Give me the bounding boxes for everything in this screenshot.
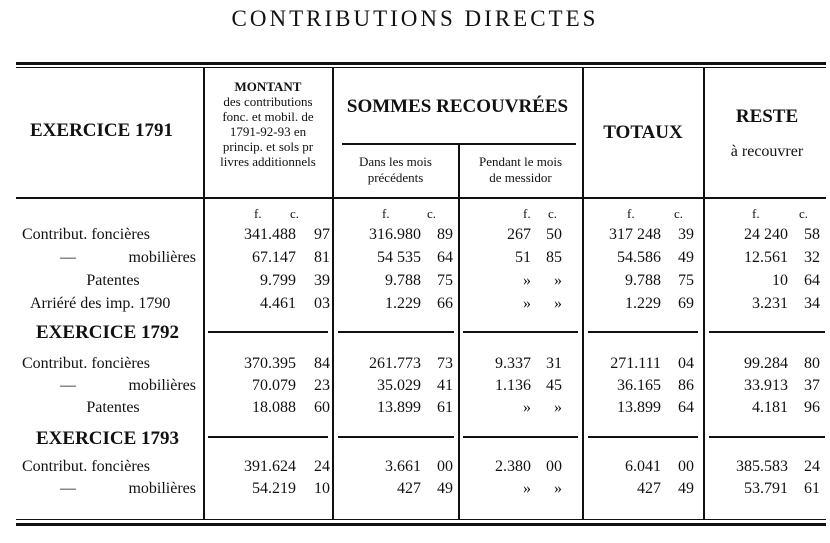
header-reste: RESTE [735,106,799,127]
cell-montant-francs: 18.088 [252,399,296,416]
cell-totaux-centimes: 49 [678,249,694,266]
col-divider-2 [332,68,334,519]
cell-montant-centimes: 23 [314,377,330,394]
header-sommes-recouvrees: SOMMES RECOUVRÉES [346,96,569,117]
unit-franc-mess: f. [523,206,531,221]
cell-totaux-francs: 6.041 [625,458,661,475]
cell-montant-francs: 391.624 [244,458,296,475]
row-label-text: mobilières [128,377,196,394]
cell-reste-centimes: 80 [804,355,820,372]
bottom-rule-thin [16,519,826,520]
unit-cent-mess: c. [548,206,558,221]
cell-montant-francs: 4.461 [260,295,296,312]
header-rule [16,197,826,199]
top-rule-thin [16,67,826,68]
row-label-text: mobilières [128,480,196,497]
section-rule-2-1 [208,331,328,333]
header-montant-line3: fonc. et mobil. de [222,109,314,124]
row-label: Patentes [86,272,140,289]
cell-montant-centimes: 81 [314,249,330,266]
section-rule-2-5 [709,331,825,333]
cell-montant-francs: 341.488 [244,226,296,243]
header-montant-line2: des contributions [223,94,313,109]
cell-montant-francs: 9.799 [260,272,296,289]
section-rule-3-4 [588,436,698,438]
cell-totaux-francs: 271.111 [610,355,661,372]
cell-prev-francs: 35.029 [377,377,421,394]
cell-prev-francs: 54 535 [377,249,421,266]
cell-montant-centimes: 39 [314,272,330,289]
cell-prev-francs: 13.899 [377,399,421,416]
cell-montant-francs: 67.147 [252,249,296,266]
cell-totaux-francs: 9.788 [625,272,661,289]
header-montant-line6: livres additionnels [220,154,316,169]
sommes-subrule [342,143,576,145]
unit-franc-prev: f. [382,206,390,221]
cell-mess-francs: 267 [507,226,531,243]
section-rule-3-1 [208,436,328,438]
ditto-dash: — [60,249,76,266]
cell-montant-francs: 54.219 [252,480,296,497]
cell-mess-centimes: 31 [546,355,562,372]
header-mess-line1: Pendant le mois [478,154,563,169]
header-totaux: TOTAUX [603,122,683,143]
header-prev-line2: précédents [367,170,424,185]
cell-totaux-centimes: 69 [678,295,694,312]
cell-mess-centimes: » [554,480,562,497]
cell-reste-francs: 10 [772,272,788,289]
section-label-3: EXERCICE 1793 [36,428,180,449]
cell-totaux-francs: 1.229 [625,295,661,312]
cell-montant-centimes: 84 [314,355,330,372]
header-montant-line4: 1791-92-93 en [229,124,307,139]
cell-prev-francs: 9.788 [385,272,421,289]
cell-reste-centimes: 61 [804,480,820,497]
cell-reste-francs: 12.561 [744,249,788,266]
unit-cent-montant: c. [290,206,300,221]
cell-montant-centimes: 10 [314,480,330,497]
cell-prev-francs: 427 [397,480,421,497]
cell-montant-francs: 370.395 [244,355,296,372]
header-exercice-1791: EXERCICE 1791 [30,120,174,141]
cell-totaux-francs: 13.899 [617,399,661,416]
header-montant-line5: princip. et sols pr [222,139,314,154]
cell-mess-centimes: 50 [546,226,562,243]
cell-mess-francs: 9.337 [495,355,531,372]
cell-prev-francs: 316.980 [369,226,421,243]
cell-mess-francs: » [523,272,531,289]
cell-reste-francs: 24 240 [744,226,788,243]
cell-totaux-centimes: 00 [678,458,694,475]
unit-franc-montant: f. [254,206,262,221]
cell-prev-francs: 3.661 [385,458,421,475]
row-label: Contribut. foncières [22,226,150,243]
cell-prev-centimes: 89 [437,226,453,243]
header-montant-title: MONTANT [234,79,302,94]
cell-reste-francs: 385.583 [736,458,788,475]
cell-reste-francs: 33.913 [744,377,788,394]
row-label: Arriéré des imp. 1790 [30,295,171,312]
cell-totaux-centimes: 39 [678,226,694,243]
section-rule-3-3 [463,436,578,438]
cell-reste-francs: 4.181 [752,399,788,416]
cell-montant-francs: 70.079 [252,377,296,394]
cell-mess-francs: » [523,480,531,497]
cell-totaux-francs: 54.586 [617,249,661,266]
cell-totaux-francs: 317 248 [609,226,661,243]
cell-reste-centimes: 58 [804,226,820,243]
bottom-rule-thick [16,523,826,526]
unit-cent-totaux: c. [674,206,684,221]
cell-mess-francs: » [523,295,531,312]
row-label [60,480,196,498]
top-rule-thick [16,62,826,65]
cell-mess-centimes: » [554,272,562,289]
cell-prev-centimes: 66 [437,295,453,312]
cell-mess-francs: 2.380 [495,458,531,475]
cell-reste-francs: 53.791 [744,480,788,497]
section-label-2: EXERCICE 1792 [36,322,180,343]
row-label [60,249,196,267]
cell-reste-centimes: 32 [804,249,820,266]
header-reste-sub: à recouvrer [730,143,804,160]
col-divider-5 [703,68,705,519]
cell-montant-centimes: 03 [314,295,330,312]
cell-totaux-francs: 427 [637,480,661,497]
cell-mess-centimes: 00 [546,458,562,475]
cell-montant-centimes: 97 [314,226,330,243]
cell-totaux-centimes: 04 [678,355,694,372]
cell-reste-francs: 3.231 [752,295,788,312]
cell-reste-centimes: 34 [804,295,820,312]
cell-prev-centimes: 75 [437,272,453,289]
cell-totaux-centimes: 49 [678,480,694,497]
cell-reste-centimes: 24 [804,458,820,475]
cell-reste-francs: 99.284 [744,355,788,372]
cell-mess-centimes: 45 [546,377,562,394]
cell-reste-centimes: 96 [804,399,820,416]
ditto-dash: — [60,480,76,497]
section-rule-3-5 [709,436,825,438]
row-label: Contribut. foncières [22,355,150,372]
header-prev-line1: Dans les mois [359,154,432,169]
cell-prev-centimes: 49 [437,480,453,497]
row-label-text: mobilières [128,249,196,266]
row-label [60,377,196,395]
cell-mess-centimes: » [554,399,562,416]
page-title: CONTRIBUTIONS DIRECTES [231,6,599,31]
section-rule-2-4 [588,331,698,333]
cell-totaux-centimes: 86 [678,377,694,394]
cell-prev-centimes: 00 [437,458,453,475]
cell-montant-centimes: 60 [314,399,330,416]
section-rule-3-2 [338,436,454,438]
cell-mess-francs: » [523,399,531,416]
ditto-dash: — [60,377,76,394]
unit-cent-prev: c. [427,206,437,221]
header-mess-line2: de messidor [489,170,552,185]
row-label: Patentes [86,399,140,416]
cell-mess-francs: 51 [515,249,531,266]
cell-prev-centimes: 61 [437,399,453,416]
cell-reste-centimes: 64 [804,272,820,289]
row-label: Contribut. foncières [22,458,150,475]
cell-prev-francs: 261.773 [369,355,421,372]
cell-prev-francs: 1.229 [385,295,421,312]
unit-franc-reste: f. [752,206,760,221]
cell-mess-centimes: 85 [546,249,562,266]
cell-prev-centimes: 41 [437,377,453,394]
cell-reste-centimes: 37 [804,377,820,394]
unit-franc-totaux: f. [627,206,635,221]
section-rule-2-3 [463,331,578,333]
section-rule-2-2 [338,331,454,333]
cell-prev-centimes: 64 [437,249,453,266]
cell-mess-francs: 1.136 [495,377,531,394]
cell-totaux-centimes: 64 [678,399,694,416]
cell-totaux-francs: 36.165 [617,377,661,394]
unit-cent-reste: c. [799,206,809,221]
cell-montant-centimes: 24 [314,458,330,475]
cell-prev-centimes: 73 [437,355,453,372]
cell-mess-centimes: » [554,295,562,312]
cell-totaux-centimes: 75 [678,272,694,289]
